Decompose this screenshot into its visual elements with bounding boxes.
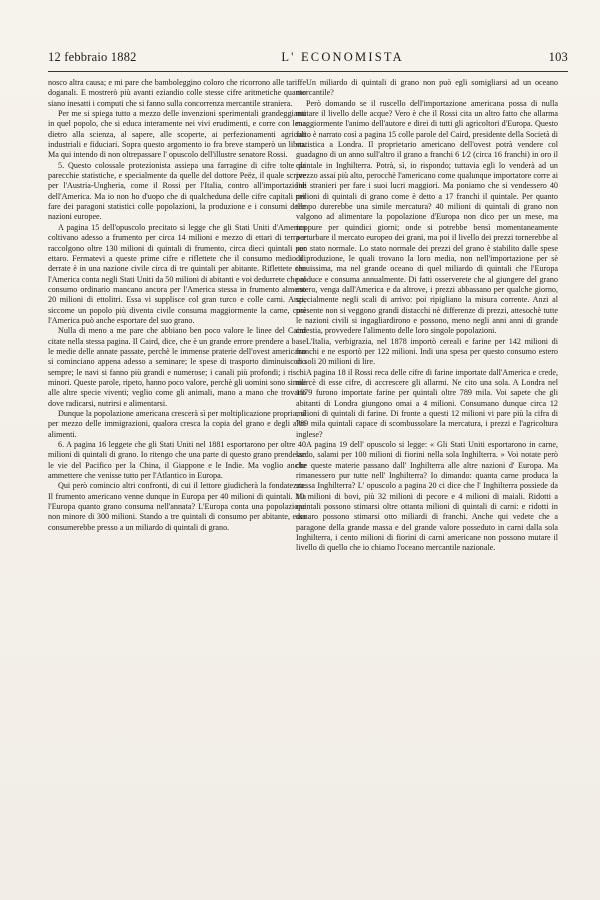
paragraph: A pagina 19 dell' opuscolo si legge: « Gli Stati Uniti esportarono in carne, lardo, salami per 100 milioni di fiorini nella sola Inghilterra. » Voi notate però che queste materie passano dall' Inghilterra alle altre nazioni d' Europa. Ma rimanessero pur tutte nell' Inghilterra? Io dimando: quanta carne produca la stessa Inghilterra? L' opuscolo a pagina 20 ci dice che l' Inghilterra possiede da 10 milioni di bovi, più 32 milioni di pecore e 4 milioni di maiali. Ridotti a quintali possono stimarsi oltre ottanta milioni di quintali di carni: e ridotti in denaro possono stimarsi otto miliardi di franchi. Anche qui vedete che a paragone della grande massa e del grande valore posseduto in carni dalla sola Inghilterra, i cento milioni di fiorini di carni americane non possono mutare il livello di quello che io chiamo l'oceano mercantile nazionale. <box>296 440 558 553</box>
paragraph: A pagina 15 dell'opuscolo precitato si legge che gli Stati Uniti d'America coltivano adesso a frumento per circa 14 milioni e mezzo di ettari di terra e raccolgono oltre 130 milioni di quintali di frumento, circa dieci quintali per ettaro. Fermatevi a queste prime cifre e riflettete che il consumo medio di derrate è in una nazione civile circa di tre quintali per abitante. Riflettete che l'America conta negli Stati Uniti da 50 milioni di abitanti e voi dedurrete che al consumo ordinario mancano ancora per l'America stessa in frumento almeno 20 milioni di ettolitri. Essa vi supplisce col gran turco e colle carni. Anzi, siccome un popolo più diventa civile consuma maggiormente la carne, così l'America può anche esportare del suo grano. <box>48 222 306 325</box>
page-number: 103 <box>548 50 568 64</box>
paragraph: nosco altra causa; e mi pare che bamboleggino coloro che ricorrono alle tariffe doganali. E mostrerò più avanti eziandio colle stesse cifre aritmetiche quanto siano inesatti i computi che si fanno sulla concorrenza mercantile straniera. <box>48 78 306 108</box>
paragraph: Dunque la popolazione americana crescerà sì per moltiplicazione propria, sì per mezzo delle immigrazioni, qualora cresca la copia del grano e degli altri alimenti. <box>48 409 306 439</box>
paragraph: Però domando se il ruscello dell'importazione americana possa di nulla mutare il livello delle acque? Vero è che il Rossi cita un altro fatto che allarma maggiormente l'animo dell'autore e direi di tutti gli agricoltori d'Europa. Questo fatto è narrato così a pagina 15 colle parole del Caird, presidente della Società di statistica a Londra. Il proprietario americano dell'ovest potrà vendere col guadagno di un anno sull'altro il grano a franchi 6 1⁄2 (circa 16 franchi) in oro il quintale in Inghilterra. Potrà, sì, io rispondo; tuttavia egli lo venderà ad un prezzo assai più alto, perocchè l'americano come qualunque importatore corre ai lidi stranieri per fare i suoi lucri maggiori. Ma poniamo che si vendessero 40 milioni di quintali di grano come è detto a 17 franchi il quintale. Per quanto tempo durerebbe una simile mercatura? 40 milioni di quintali di grano non valgono ad alimentare la popolazione d'Europa non dico per un mese, ma neppure per quindici giorni; onde si potrebbe bensì momentaneamente perturbare il mercato europeo dei grani, ma poi il livello dei prezzi tornerebbe al suo stato normale. Lo stato normale dei prezzi del grano è stabilito dalle spese di produzione, le quali trovano la loro media, non nell'importazione per sè tenuissima, ma nel grande oceano di quel miliardo di quintali che l'Europa produce e consuma annualmente. Di fatti osserverete che al giungere del grano estero, venga dall'America e da altrove, i prezzi abbassano per qualche giorno, specialmente negli scali di arrivo: poi ripigliano la misura corrente. Anzi al presente non si veggono grandi distacchi nè differenze di prezzi, attesochè tutte le nazioni civili si ingagliardirono e possono, meno negli anni anni di grande carestia, provvedere l'alimento delle loro singole popolazioni. <box>296 98 558 336</box>
journal-title: L' ECONOMISTA <box>281 50 404 64</box>
paragraph: L'Italia, verbigrazia, nel 1878 importò cereali e farine per 142 milioni di franchi e ne esportò per 122 milioni. Indi una spesa per questo consumo estero di soli 20 milioni di lire. <box>296 336 558 367</box>
paragraph: Qui però comincio altri confronti, di cui il lettore giudicherà la fondatezza. Il frumento americano venne dunque in Europa per 40 milioni di quintali. Ma l'Europa quanto grano consuma nell'annata? L'Europa conta una popolazione non minore di 300 milioni. Stando a tre quintali di consumo per abitante, essa consumerebbe presso a un miliardo di quintali di grano. <box>48 481 306 532</box>
right-column <box>296 78 558 554</box>
paragraph: A pagina 18 il Rossi reca delle cifre di farine importate dall'America e crede, mercè di esse cifre, di accrescere gli allarmi. Ne cito una sola. A Londra nel 1879 furono importate farine per quintali oltre 789 mila. Voi sapete che gli abitanti di Londra giungono omai a 4 milioni. Consumano dunque circa 12 milioni di quintali di farine. Di fronte a questi 12 milioni vi pare più la cifra di 789 mila quintali capace di scombussolare la mercatura, i prezzi e l'agricoltura inglese? <box>296 367 558 439</box>
paragraph: 6. A pagina 16 leggete che gli Stati Uniti nel 1881 esportarono per oltre 40 milioni di quintali di grano. Io ritengo che una parte di questo grano prendesse le vie del Pacifico per la China, il Giappone e le Indie. Ma voglio anche ammettere che venisse tutto per l'Atlantico in Europa. <box>48 440 306 481</box>
paragraph: 5. Questo colossale protezionista assiepa una farragine di cifre tolte da parecchie statistiche, e specialmente da quelle del dottore Peëz, il quale scrive per l'Austria-Ungheria, come il Rossi per l'Italia, contro all'importazione dell'America. Ma io non ho d'uopo che di qualcheduna delle cifre capitali per fare dei paragoni statistici colle popolazioni, la produzione e i consumi delle nazioni europee. <box>48 160 306 222</box>
paragraph: Nulla di meno a me pare che abbiano ben poco valore le linee del Caird citate nella stessa pagina. Il Caird, dice, che è un grande errore prendere a base le medie delle annate passate, perchè le immense praterie dell'ovest americano si cominciano appena adesso a seminare; le spese di trasporto diminuiscono sempre; le navi si fanno più grandi e numerose; i canali più profondi; i rischi minori. Queste parole, ripeto, hanno poco valore, perchè gli uomini sono simili alle altre specie viventi; veglio come gli animali, mano a mano che trovano dove radicarsi, nutrirsi e alimentarsi. <box>48 326 306 408</box>
page-header <box>48 50 568 70</box>
left-column <box>48 78 306 533</box>
header-rule <box>48 71 568 72</box>
paragraph: Per me si spiega tutto a mezzo delle invenzioni sperimentali grandeggianti in quel popolo, che si educa interamente nei vivi erudimenti, e corre con lena dietro alla scienza, al sapere, alle scoperte, ai perfezionamenti agricoli industriali e fiduciari. Sopra questo argomento io fra breve stamperò un libro. Ma qui intendo di non oltrepassare l' opuscolo dell'illustre senatore Rossi. <box>48 109 306 160</box>
paragraph: Un miliardo di quintali di grano non può egli somigliarsi ad un oceano mercantile? <box>296 78 558 98</box>
header-date: 12 febbraio 1882 <box>48 50 137 64</box>
